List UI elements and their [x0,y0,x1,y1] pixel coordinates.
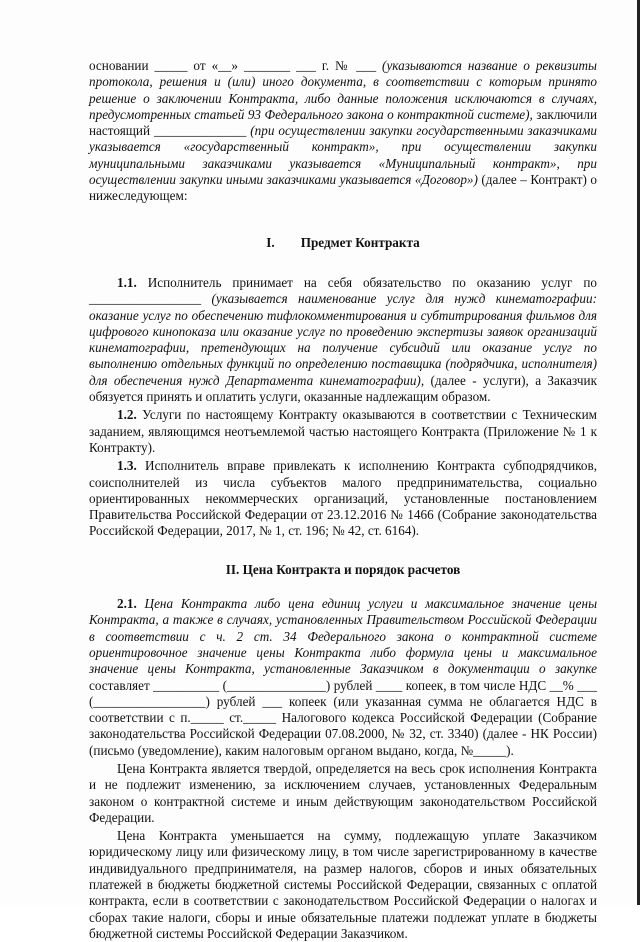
clause-2-1-number: 2.1. [117,596,137,612]
clause-1-1-number: 1.1. [117,274,137,290]
clause-1-3 [89,458,597,539]
intro-text-3: (далее – Контракт) о нижеследующем: [89,172,597,204]
clause-1-1 [89,275,597,405]
clause-1-2-text: Услуги по настоящему Контракту оказываются в соответствии с Техническим заданием, являющимся неотъемлемой частью настоящего Контракта (Приложение № 1 к Контракту). [89,407,597,455]
clause-2-1-text: составляет __________ (_______________) рублей ____ копеек, в том числе НДС __% ___ (_________________) рублей ___ копеек (или указанная сумма не облагается НДС в соответствии с п._____ ст._____ Налогового кодекса Российской Федерации (Собрание законодательства Российской Федерации 07.08.2000, № 32, ст. 3340) (далее - НК России) (письмо (уведомление), каким налоговым органом выдано, когда, №_____). [89,677,597,758]
clause-1-2 [89,407,597,456]
section-2-heading: II. Цена Контракта и порядок расчетов [225,561,461,577]
clause-1-3-text: Исполнитель вправе привлекать к исполнению Контракта субподрядчиков, соисполнителей из числа субъектов малого предпринимательства, социально ориентированных некоммерческих организаций, установленные постановлением Правительства Российской Федерации от 23.12.2016 № 1466 (Собрание законодательства Российской Федерации, 2017, № 1, ст. 196; № 42, ст. 6164). [89,458,597,539]
clause-2-1-italic-note: Цена Контракта либо цена единиц услуги и максимальное значение цены Контракта, а также в случаях, установленных Правительством Российской Федерации в соответствии с ч. 2 ст. 34 Федерального закона о контрактной системе ориентировочное значение цены Контракта либо формула цены и максимальное значение цены Контракта, установленные Заказчиком в документации о закупке [89,596,597,677]
section-1-number: I. [266,234,275,250]
section-1-heading [89,235,597,251]
price-reduction-paragraph: Цена Контракта уменьшается на сумму, подлежащую уплате Заказчиком юридическому лицу или физическому лицу, в том числе зарегистрированному в качестве индивидуального предпринимателя, на размер налогов, сборов и иных обязательных платежей в бюджеты бюджетной системы Российской Федерации, связанных с оплатой контракта, если в соответствии с законодательством Российской Федерации о налогах и сборах такие налоги, сборы и иные обязательные платежи подлежат уплате в бюджеты бюджетной системы Российской Федерации Заказчиком. [89,828,597,941]
price-fixed-paragraph: Цена Контракта является твердой, определяется на весь срок исполнения Контракта и не подлежит изменению, за исключением случаев, установленных Федеральным законом о контрактной системе и иным действующим законодательством Российской Федерации. [89,760,597,825]
section-1-title: Предмет Контракта [300,234,420,250]
clause-1-1-text-1: Исполнитель принимает на себя обязательство по оказанию услуг по _________________ [89,274,597,307]
intro-paragraph [89,58,597,205]
intro-italic-note-1: (указываются название о реквизиты протокола, решения и (или) иного документа, в соответствии с которым принято решение о заключении Контракта, либо данные положения исключаются в случаях, предусмотренных статьей 93 Федерального закона о контрактной системе), [89,58,597,122]
intro-text-2: заключили настоящий ______________ [89,106,597,139]
clause-1-1-italic-note: (указывается наименование услуг для нужд кинематографии: оказание услуг по обеспечению тифлокомментирования и субтитрирования фильмов для цифрового кинопоказа или оказание услуг по проведению экспертизы заявок организаций кинематографии, претендующих на получение субсидий или оказание услуг по выполнению отдельных функций по определению поставщика (подрядчика, исполнителя) для обеспечения нужд Департамента кинематографии) [89,291,597,388]
clause-1-2-number: 1.2. [117,407,137,423]
intro-italic-note-2: (при осуществлении закупки государственными заказчиками указывается «государственный контракт», при осуществлении закупки муниципальными заказчиками указывается «Муниципальный контракт», при осуществлении закупки иными заказчиками указывается «Договор») [89,123,597,188]
document-body [89,58,597,942]
clause-1-1-text-2: , (далее - услуги), а Заказчик обязуется принять и оплатить услуги, оказанные надлежащим образом. [89,372,597,405]
intro-text-1: основании _____ от «__» _______ ___ г. № ___ [89,58,383,73]
clause-1-3-number: 1.3. [117,458,137,474]
clause-2-1 [89,596,597,759]
